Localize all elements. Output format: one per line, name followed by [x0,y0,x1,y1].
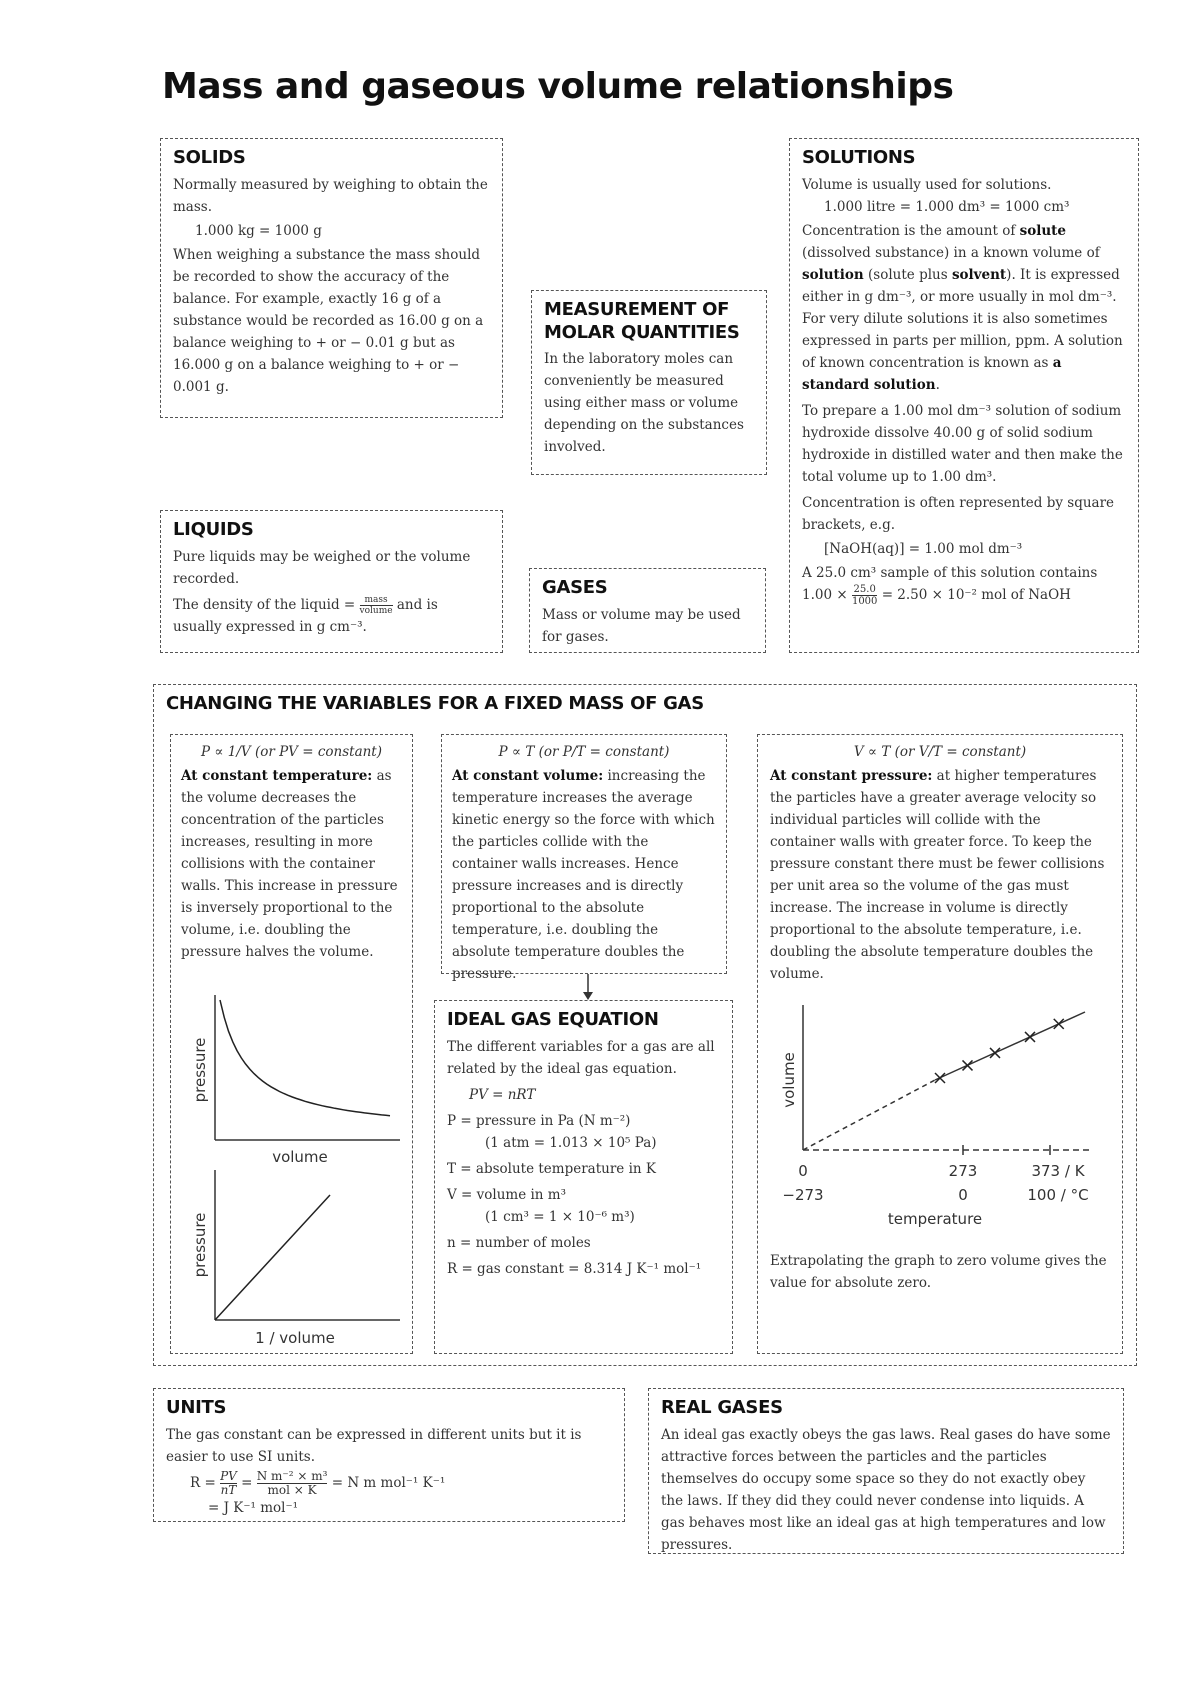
p-invv-graph-xlabel: 1 / volume [255,1329,335,1347]
units-text: The gas constant can be expressed in different units but it is easier to use SI units. [166,1426,582,1465]
pressure-law-text: At constant volume: increasing the temperature increases the average kinetic energy so the force with which the particles collide with the container walls increases. Hence pressure increases and is directly proportional to the absolute temperature, i.e. doubling the absolute temperature doubles the pressure. [452,768,715,982]
boyles-law-text: At constant temperature: as the volume decreases the concentration of the particles increases, resulting in more collisions with the container walls. This increase in pressure is inversely proportional to the volume, i.e. doubling the pressure halves the volume. [181,768,398,960]
real-gases-heading: REAL GASES [661,1397,783,1418]
boyles-law-relation: P ∝ 1/V (or PV = constant) [200,744,383,760]
vt-k-tick-2: 373 / K [1031,1162,1085,1180]
gases-text: Mass or volume may be used for gases. [542,606,741,645]
vt-caption: Extrapolating the graph to zero volume gives the value for absolute zero. [770,1253,1107,1291]
vt-point-4 [1054,1019,1064,1029]
pv-curve [220,1000,390,1116]
units-heading: UNITS [166,1397,227,1418]
vt-c-tick-0: −273 [782,1186,824,1204]
units-box [153,1388,625,1522]
vt-c-tick-2: 100 / °C [1027,1186,1089,1204]
volume-temperature-graph [770,1000,1110,1250]
pv-graph-ylabel: pressure [191,1037,209,1103]
pressure-volume-graph [175,990,415,1170]
solutions-equation-1: 1.000 litre = 1.000 dm³ = 1000 cm³ [824,198,1070,215]
p-invv-line [215,1195,330,1320]
real-gases-text: An ideal gas exactly obeys the gas laws. Real gases do have some attractive forces between the particles and the particles themselves do occupy some space so they do not exactly obey the laws. If they did they could never condense into liquids. A gas behaves most like an ideal gas at high temperatures and low pressures. [661,1426,1111,1553]
measurement-heading-1: MEASUREMENT OF [544,299,730,320]
ideal-gas-atm: (1 atm = 1.013 × 10⁵ Pa) [485,1134,657,1151]
liquids-heading: LIQUIDS [173,519,254,540]
solutions-box [789,138,1139,653]
ideal-gas-text: The different variables for a gas are all related by the ideal gas equation. [447,1038,715,1077]
page-title: Mass and gaseous volume relationships [162,66,954,107]
real-gases-box [648,1388,1124,1554]
vt-graph-xlabel: temperature [887,1210,983,1228]
ideal-gas-heading: IDEAL GAS EQUATION [447,1009,659,1030]
ideal-gas-pressure: P = pressure in Pa (N m⁻²) [447,1112,631,1129]
ideal-gas-equation: PV = nRT [469,1086,536,1103]
pressure-law-box [441,734,727,982]
gases-heading: GASES [542,577,608,598]
pressure-law-relation: P ∝ T (or P/T = constant) [498,744,670,760]
p-invv-graph-ylabel: pressure [191,1212,209,1278]
vt-c-tick-1: 0 [958,1186,968,1204]
gases-box [529,568,766,653]
vt-k-tick-0: 0 [798,1162,808,1180]
charles-law-relation: V ∝ T (or V/T = constant) [853,744,1027,760]
solutions-text-1: Volume is usually used for solutions. [802,176,1052,193]
charles-law-text: At constant pressure: at higher temperatures the particles have a greater average velocity so individual particles will collide with the container walls with greater force. To keep the pressure constant there must be fewer collisions per unit area so the volume of the gas must increase. The increase in volume is directly proportional to the absolute temperature, i.e. doubling the absolute temperature doubles the volume. [770,768,1105,982]
solutions-text-2: Concentration is the amount of solute (dissolved substance) in a known volume of solution (solute plus solvent). It is expressed either in g dm⁻³, or more usually in mol dm⁻³. For very dilute solutions it is also sometimes expressed in parts per million, ppm. A solution of known concentration is known as a standard solution. [802,222,1123,393]
vt-point-0 [935,1073,945,1083]
solutions-heading: SOLUTIONS [802,147,916,168]
solids-box [160,138,503,418]
solids-equation: 1.000 kg = 1000 g [195,222,322,239]
solids-text-2: When weighing a substance the mass should be recorded to show the accuracy of the balance. For example, exactly 16 g of a substance would be recorded as 16.00 g on a balance weighing to + or − 0.01 g but as 16.000 g on a balance weighing to + or − 0.001 g. [173,246,484,395]
units-equation-2: = J K⁻¹ mol⁻¹ [208,1499,299,1516]
solutions-equation-3: 1.00 × $\frac{25.0}{1000}$ = 2.50 × 10⁻² mol of NaOH [802,583,1071,607]
vt-k-tick-1: 273 [948,1162,978,1180]
solutions-text-4: Concentration is often represented by square brackets, e.g. [802,494,1115,533]
liquids-text-1: Pure liquids may be weighed or the volume recorded. [173,548,471,587]
vt-point-3 [1025,1032,1035,1042]
vt-graph-ylabel: volume [780,1052,798,1108]
solids-heading: SOLIDS [173,147,246,168]
ideal-gas-cm3: (1 cm³ = 1 × 10⁻⁶ m³) [485,1208,635,1225]
ideal-gas-temperature: T = absolute temperature in K [447,1160,656,1177]
liquids-text-2: The density of the liquid = mass volume and is usually expressed in g cm⁻³. [173,594,438,635]
solutions-text-5: A 25.0 cm³ sample of this solution contains [802,564,1098,581]
liquids-box [160,510,503,653]
ideal-gas-box [434,1000,733,1354]
changing-variables-heading: CHANGING THE VARIABLES FOR A FIXED MASS OF GAS [166,693,704,714]
vt-point-2 [990,1048,1000,1058]
solutions-equation-2: [NaOH(aq)] = 1.00 mol dm⁻³ [824,540,1023,557]
ideal-gas-moles: n = number of moles [447,1234,591,1251]
vt-point-1 [963,1060,973,1070]
measurement-heading-2: MOLAR QUANTITIES [544,321,740,343]
measurement-text: In the laboratory moles can conveniently be measured using either mass or volume depending on the substances involved. [544,351,744,455]
solutions-text-3: To prepare a 1.00 mol dm⁻³ solution of sodium hydroxide dissolve 40.00 g of solid sodium hydroxide in distilled water and then make the total volume up to 1.00 dm³. [802,402,1123,485]
measurement-box [531,290,767,475]
ideal-gas-volume: V = volume in m³ [447,1186,567,1203]
solids-text-1: Normally measured by weighing to obtain the mass. [173,176,488,215]
pressure-inverse-volume-graph [175,1165,415,1355]
units-equation: R = $\frac{PV}{nT}$ = N m⁻² × m³ mol × K = N m mol⁻¹ K⁻¹ [190,1468,446,1497]
pv-graph-xlabel: volume [272,1148,328,1166]
ideal-gas-constant: R = gas constant = 8.314 J K⁻¹ mol⁻¹ [447,1260,702,1277]
